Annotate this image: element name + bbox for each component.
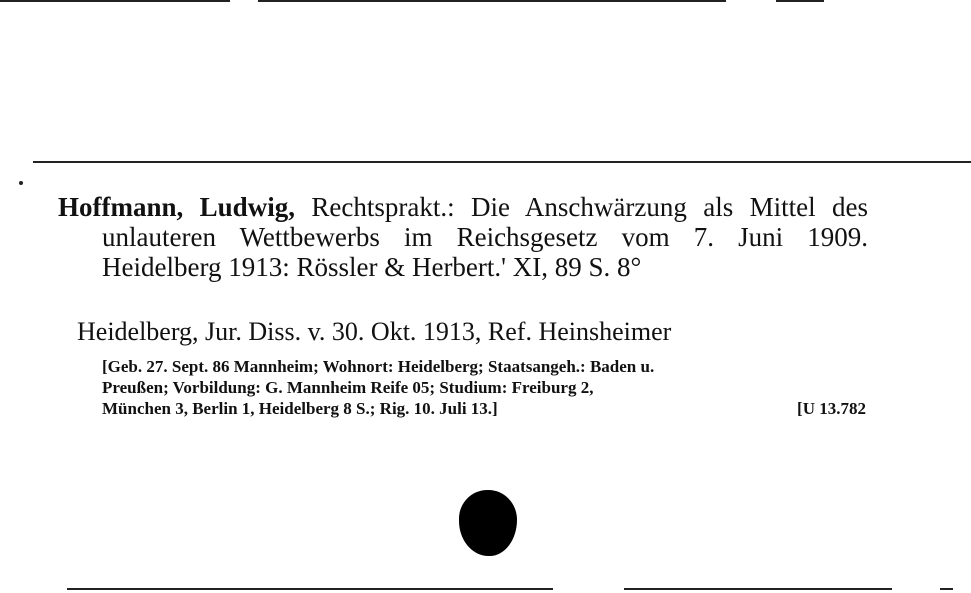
bottom-rule-right	[624, 588, 892, 590]
author-name: Hoffmann, Ludwig,	[58, 192, 295, 222]
notes-line-2-text: Preußen; Vorbildung: G. Mannheim Reife 05; Studium: Freiburg 2,	[102, 378, 594, 397]
call-number: [U 13.782	[797, 399, 866, 418]
top-edge-rule-middle	[258, 0, 726, 2]
notes-line-2	[102, 377, 866, 398]
biographical-notes	[102, 356, 866, 419]
punched-hole	[459, 490, 517, 556]
notes-line-1	[102, 356, 866, 377]
top-edge-rule-right	[776, 0, 824, 2]
bottom-rule-left	[67, 588, 553, 590]
bottom-rule-corner	[940, 588, 953, 590]
notes-line-3	[102, 398, 866, 419]
top-edge-rule-left	[0, 0, 230, 2]
catalog-entry	[58, 192, 868, 282]
margin-dot	[19, 181, 23, 185]
notes-line-3-text: München 3, Berlin 1, Heidelberg 8 S.; Rig. 10. Juli 13.]	[102, 399, 498, 418]
card-separator-line	[33, 161, 971, 163]
notes-line-1-text: [Geb. 27. Sept. 86 Mannheim; Wohnort: Heidelberg; Staatsangeh.: Baden u.	[102, 357, 655, 376]
entry-text: Rechtsprakt.: Die Anschwärzung als Mittel des unlauteren Wettbewerbs im Reichsgesetz vom 7. Juni 1909. Heidelberg 1913: Rössler & Herbert.' XI, 89 S. 8°	[102, 192, 868, 282]
dissertation-line: Heidelberg, Jur. Diss. v. 30. Okt. 1913, Ref. Heinsheimer	[77, 317, 672, 346]
